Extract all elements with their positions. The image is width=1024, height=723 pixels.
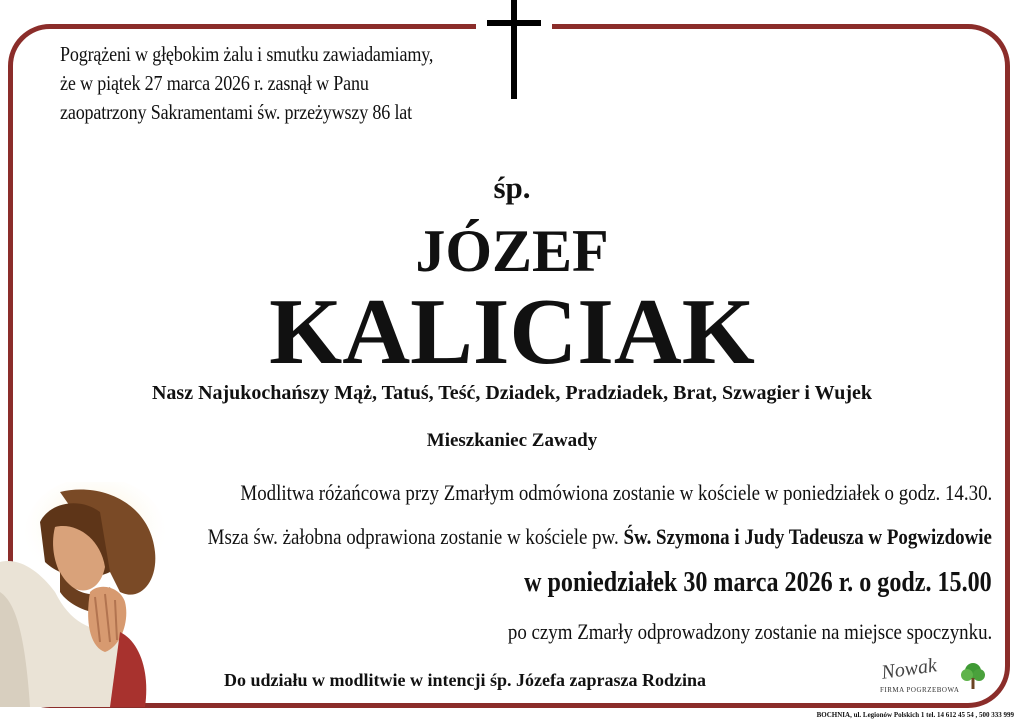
mass-datetime: w poniedziałek 30 marca 2026 r. o godz. 15.00	[524, 567, 992, 598]
invitation-line: Do udziału w modlitwie w intencji śp. Józefa zaprasza Rodzina	[224, 670, 706, 690]
deceased-prefix: śp.	[493, 170, 531, 205]
intro-line: zaopatrzony Sakramentami św. przeżywszy 86 lat	[60, 100, 412, 124]
funeral-home-logo	[880, 654, 990, 698]
logo-subtitle: FIRMA POGRZEBOWA	[880, 686, 960, 694]
tree-logo-icon	[960, 662, 986, 690]
intro-line: Pogrążeni w głębokim żalu i smutku zawiadamiamy,	[60, 42, 434, 66]
intro-text	[60, 40, 433, 127]
relations-line: Nasz Najukochańszy Mąż, Tatuś, Teść, Dziadek, Pradziadek, Brat, Szwagier i Wujek	[151, 382, 873, 404]
company-footer: BOCHNIA, ul. Legionów Polskich 1 tel. 14 612 45 54 , 500 333 999	[816, 711, 1014, 719]
burial-info: po czym Zmarły odprowadzony zostanie na miejsce spoczynku.	[507, 619, 992, 644]
rosary-info: Modlitwa różańcowa przy Zmarłym odmówiona zostanie w kościele w poniedziałek o godz. 14.30.	[240, 480, 992, 505]
praying-jesus-image	[0, 482, 165, 707]
deceased-last-name: KALICIAK	[269, 280, 755, 384]
residence-line: Mieszkaniec Zawady	[426, 430, 598, 451]
deceased-first-name: JÓZEF	[415, 218, 609, 284]
mass-church: Św. Szymona i Judy Tadeusza w Pogwizdowie	[623, 524, 992, 549]
mass-info	[208, 524, 992, 550]
mass-prefix: Msza św. żałobna odprawiona zostanie w kościele pw.	[207, 524, 624, 549]
intro-line: że w piątek 27 marca 2026 r. zasnął w Panu	[60, 71, 369, 95]
logo-name: Nowak	[880, 654, 939, 684]
